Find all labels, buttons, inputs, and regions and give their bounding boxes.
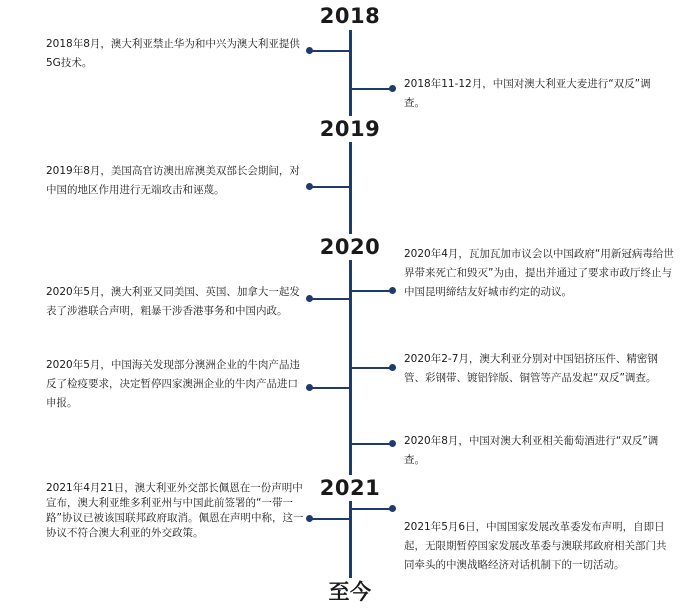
event-dot [389,440,396,447]
event-dot [389,287,396,294]
event-text: 2020年4月，瓦加瓦加市议会以中国政府“用新冠病毒给世界带来死亡和毁灭”为由，提出并通过了要求市政厅终止与中国昆明缔结友好城市约定的动议。 [404,248,674,298]
event-dot [389,364,396,371]
year-label-2018: 2018 [300,3,400,29]
year-label-2020: 2020 [300,234,400,260]
year-label-2021: 2021 [300,475,400,501]
event-text: 2019年8月，美国高官访澳出席澳美双部长会期间，对中国的地区作用进行无端攻击和诬蔑。 [46,165,300,196]
event-dot [389,85,396,92]
event-connector [310,387,350,389]
event-text: 2021年4月21日，澳大利亚外交部长佩恩在一份声明中宣布，澳大利亚维多利亚州与中国此前签署的“一带一路”协议已被该国联邦政府取消。佩恩在声明中称，这一协议不符合澳大利亚的外交政策。 [46,482,304,539]
event-connector [351,367,393,369]
year-label-2019: 2019 [300,116,400,142]
event-connector [310,518,350,520]
event-text: 2020年5月，澳大利亚又同美国、英国、加拿大一起发表了涉港联合声明，粗暴干涉香港事务和中国内政。 [46,286,300,317]
event-text: 2020年5月，中国海关发现部分澳洲企业的牛肉产品违反了检疫要求，决定暂停四家澳洲企业的牛肉产品进口申报。 [46,359,300,409]
event-connector [351,508,393,510]
event-connector [310,298,350,300]
event-dot [389,505,396,512]
event-text: 2018年8月，澳大利亚禁止华为和中兴为澳大利亚提供5G技术。 [46,38,300,69]
event-text: 2021年5月6日，中国国家发展改革委发布声明，自即日起，无限期暂停国家发展改革委与澳联邦政府相关部门共同牵头的中澳战略经济对话机制下的一切活动。 [404,521,667,571]
event-text: 2020年8月，中国对澳大利亚相关葡萄酒进行“双反”调查。 [404,435,659,466]
event-connector [310,50,350,52]
event-connector [351,88,393,90]
end-label: 至今 [300,579,400,605]
event-connector [310,186,350,188]
event-text: 2020年2-7月，澳大利亚分别对中国铝挤压件、精密钢管、彩钢带、镀铝锌版、铜管等产品发起“双反”调查。 [404,353,658,384]
event-text: 2018年11-12月，中国对澳大利亚大麦进行“双反”调查。 [404,78,651,109]
event-connector [351,290,393,292]
event-connector [351,443,393,445]
